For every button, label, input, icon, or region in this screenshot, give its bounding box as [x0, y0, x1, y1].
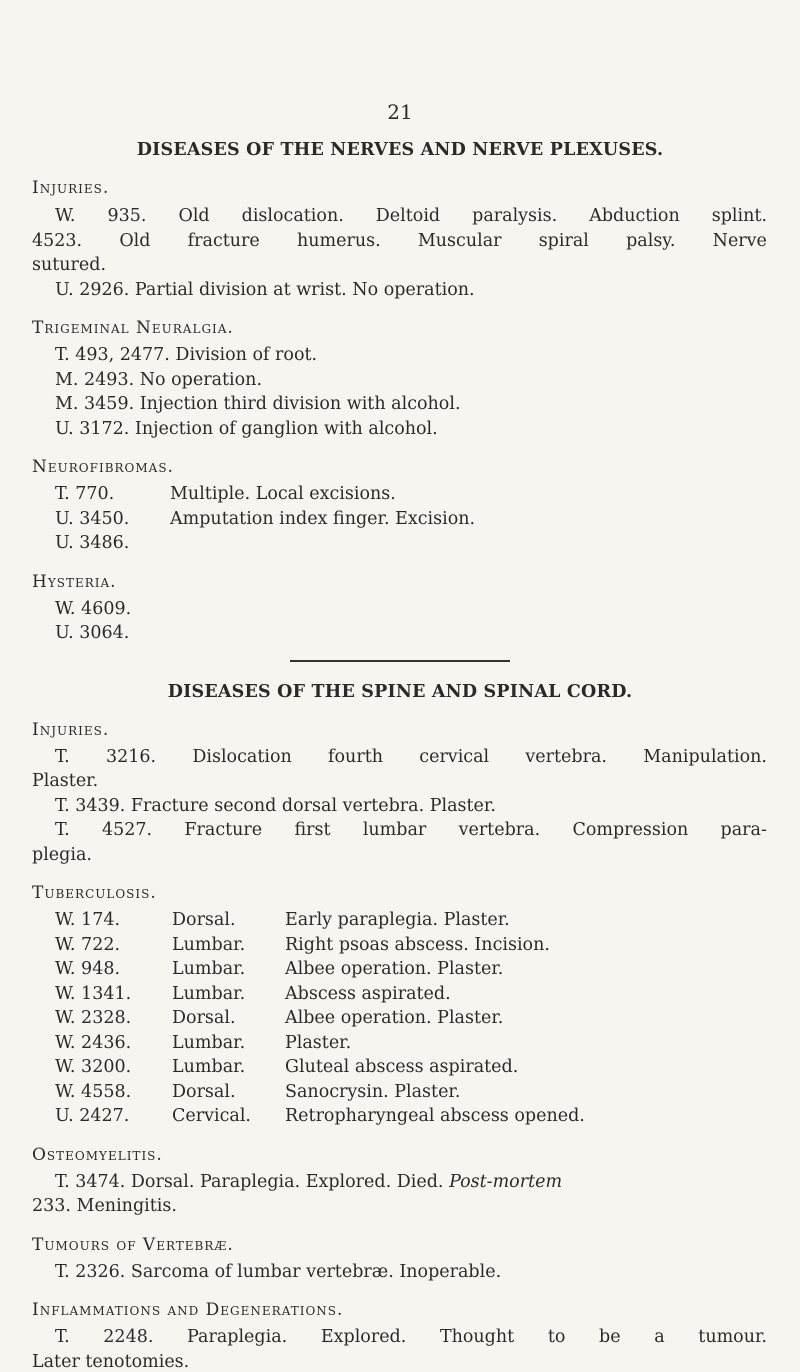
- heading-neurofibromas: Neurofibromas.: [32, 457, 174, 477]
- heading-injuries-nerves: Injuries.: [32, 178, 110, 198]
- case-number: T. 770.: [55, 484, 115, 504]
- section-divider: [290, 660, 510, 662]
- text-line: Later tenotomies.: [32, 1351, 190, 1372]
- case-description: Right psoas abscess. Incision.: [285, 934, 550, 955]
- case-region: Lumbar.: [172, 983, 246, 1004]
- text-line: T. 2326. Sarcoma of lumbar vertebræ. Inoperable.: [55, 1261, 502, 1282]
- case-number: W. 1341.: [55, 983, 132, 1004]
- text-line: W. 935. Old dislocation. Deltoid paralysis. Abduction splint.: [55, 206, 767, 226]
- text-line: T. 3216. Dislocation fourth cervical vertebra. Manipulation.: [55, 746, 767, 767]
- page-number: 21: [387, 100, 413, 124]
- heading-tuberculosis: Tuberculosis.: [32, 883, 157, 903]
- heading-injuries-spine: Injuries.: [32, 719, 110, 740]
- text-line: T. 2248. Paraplegia. Explored. Thought to be a tumour.: [55, 1327, 767, 1347]
- heading-hysteria: Hysteria.: [32, 571, 117, 592]
- text-line: U. 2926. Partial division at wrist. No operation.: [55, 279, 475, 300]
- heading-trigeminal-neuralgia: Trigeminal Neuralgia.: [32, 318, 234, 338]
- section-title-nerves: DISEASES OF THE NERVES AND NERVE PLEXUSES.: [136, 140, 664, 160]
- section-title-spine: DISEASES OF THE SPINE AND SPINAL CORD.: [167, 681, 633, 702]
- heading-tumours-vertebrae: Tumours of Vertebræ.: [32, 1234, 234, 1255]
- case-region: Lumbar.: [172, 1057, 246, 1077]
- case-description: Early paraplegia. Plaster.: [285, 910, 510, 930]
- case-description: Plaster.: [285, 1032, 352, 1053]
- case-description: Amputation index finger. Excision.: [170, 508, 476, 529]
- text-line: M. 3459. Injection third division with alcohol.: [55, 394, 461, 414]
- text-line: sutured.: [32, 255, 107, 275]
- case-number: W. 2328.: [55, 1008, 132, 1028]
- case-description: Sanocrysin. Plaster.: [285, 1081, 461, 1102]
- text-line: U. 3172. Injection of ganglion with alcohol.: [55, 418, 438, 439]
- heading-inflammations-degenerations: Inflammations and Degenerations.: [32, 1300, 344, 1320]
- case-number: U. 3486.: [55, 533, 130, 553]
- case-number: U. 3450.: [55, 508, 130, 529]
- text-line: T. 3439. Fracture second dorsal vertebra. Plaster.: [55, 795, 496, 816]
- case-region: Dorsal.: [172, 1008, 236, 1028]
- case-number: W. 174.: [55, 910, 121, 930]
- case-description: Albee operation. Plaster.: [285, 1008, 504, 1028]
- case-description: Retropharyngeal abscess opened.: [285, 1106, 585, 1126]
- case-description: Abscess aspirated.: [285, 983, 451, 1004]
- case-region: Cervical.: [172, 1106, 251, 1126]
- case-region: Dorsal.: [172, 910, 236, 930]
- case-number: W. 4609.: [55, 598, 132, 619]
- case-description: Albee operation. Plaster.: [285, 959, 504, 979]
- text-line: T. 493, 2477. Division of root.: [55, 345, 318, 365]
- case-description: Gluteal abscess aspirated.: [285, 1057, 519, 1077]
- case-region: Lumbar.: [172, 959, 246, 979]
- text-line: plegia.: [32, 844, 92, 865]
- heading-osteomyelitis: Osteomyelitis.: [32, 1144, 163, 1165]
- text-line: T. 4527. Fracture first lumbar vertebra. Compression para-: [55, 820, 767, 840]
- text-line: M. 2493. No operation.: [55, 369, 263, 390]
- text-line: [55, 1172, 562, 1192]
- case-number: U. 2427.: [55, 1106, 130, 1126]
- case-region: Lumbar.: [172, 934, 246, 955]
- case-number: W. 3200.: [55, 1057, 132, 1077]
- case-region: Lumbar.: [172, 1032, 246, 1053]
- osteomyelitis-italic: Post-mortem: [449, 1171, 563, 1192]
- case-description: Multiple. Local excisions.: [170, 484, 396, 504]
- case-number: W. 4558.: [55, 1081, 132, 1102]
- text-line: 4523. Old fracture humerus. Muscular spiral palsy. Nerve: [32, 230, 767, 251]
- case-number: W. 2436.: [55, 1032, 132, 1053]
- osteomyelitis-text: T. 3474. Dorsal. Paraplegia. Explored. Died.: [55, 1171, 444, 1192]
- text-line: Plaster.: [32, 771, 99, 791]
- case-region: Dorsal.: [172, 1081, 236, 1102]
- case-number: W. 722.: [55, 934, 121, 955]
- case-number: W. 948.: [55, 959, 121, 979]
- text-line: 233. Meningitis.: [32, 1196, 177, 1216]
- case-number: U. 3064.: [55, 623, 130, 643]
